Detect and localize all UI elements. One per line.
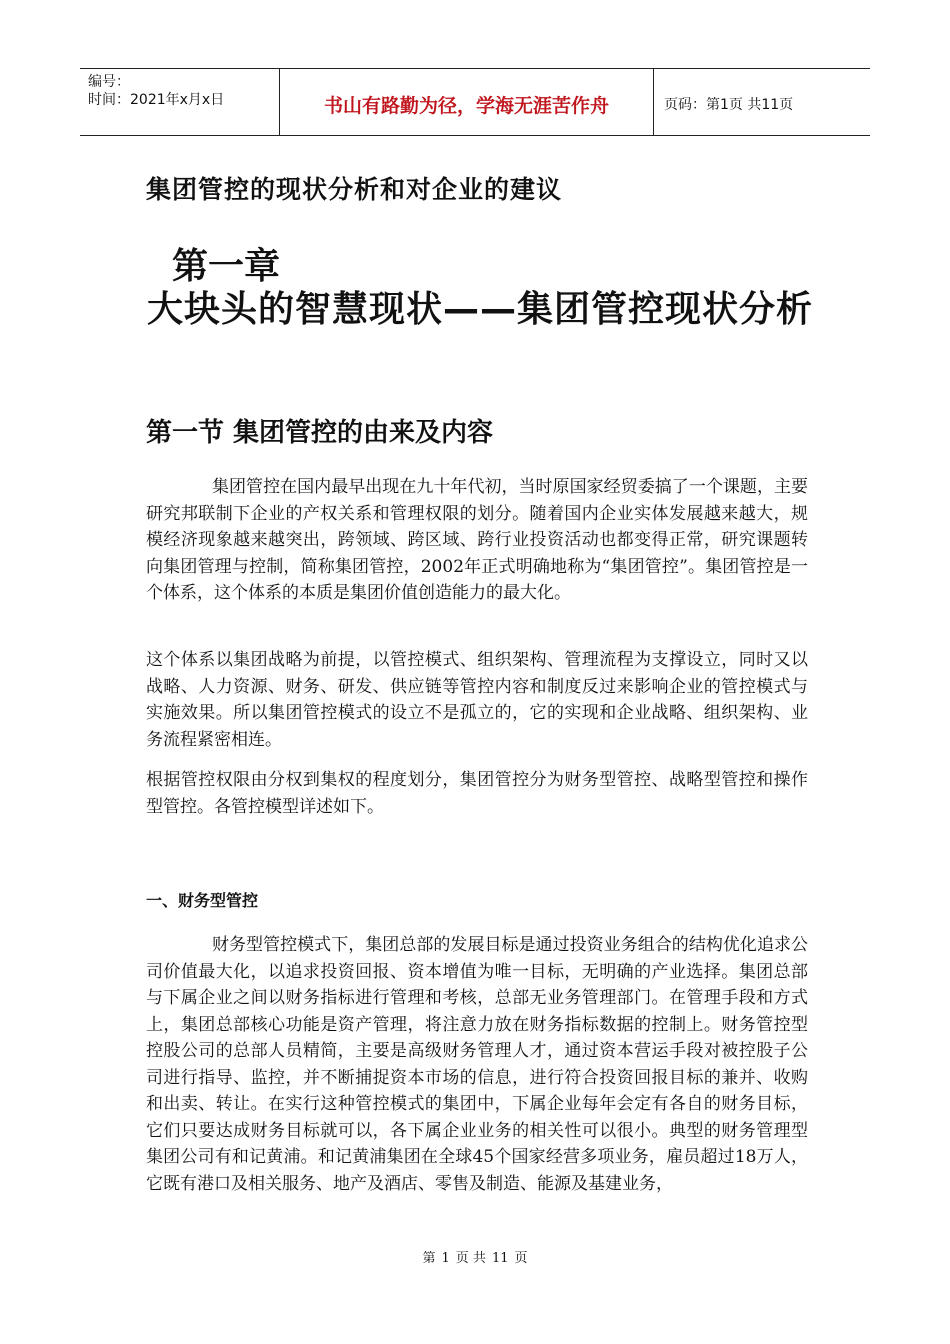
paragraph-origin: 集团管控在国内最早出现在九十年代初，当时原国家经贸委搞了一个课题，主要研究邦联制下企业的产权关系和管理权限的划分。随着国内企业实体发展越来越大，规模经济现象越来越突出，跨领域、跨区域、跨行业投资活动也都变得正常，研究课题转向集团管理与控制，简称集团管控，2002年正式明确地称为“集团管控”。集团管控是一个体系，这个体系的本质是集团价值创造能力的最大化。 [146, 477, 808, 603]
header-page-info: 页码：第1页 共11页 [664, 97, 794, 113]
document-title: 集团管控的现状分析和对企业的建议 [146, 175, 563, 204]
paragraph-financial-control: 财务型管控模式下，集团总部的发展目标是通过投资业务组合的结构优化追求公司价值最大化，以追求投资回报、资本增值为唯一目标，无明确的产业选择。集团总部与下属企业之间以财务指标进行管理和考核，总部无业务管理部门。在管理手段和方式上，集团总部核心功能是资产管理，将注意力放在财务指标数据的控制上。财务管控型控股公司的总部人员精简，主要是高级财务管理人才，通过资本营运手段对被控股子公司进行指导、监控，并不断捕捉资本市场的信息，进行符合投资回报目标的兼并、收购和出卖、转让。在实行这种管控模式的集团中，下属企业每年会定有各自的财务目标，它们只要达成财务目标就可以，各下属企业业务的相关性可以很小。典型的财务管理型集团公司有和记黄浦。和记黄浦集团在全球45个国家经营多项业务，雇员超过18万人，它既有港口及相关服务、地产及酒店、零售及制造、能源及基建业务， [146, 935, 808, 1194]
document-number-label: 编号： [88, 74, 130, 90]
subheading-financial-control: 一、财务型管控 [146, 891, 259, 910]
chapter-number: 第一章 [172, 246, 281, 287]
footer-suffix: 页 [514, 1251, 528, 1266]
paragraph-system: 这个体系以集团战略为前提，以管控模式、组织架构、管理流程为支撑设立，同时又以战略、人力资源、财务、研发、供应链等管控内容和制度反过来影响企业的管控模式与实施效果。所以集团管控模式的设立不是孤立的，它的实现和企业战略、组织架构、业务流程紧密相连。 [146, 650, 808, 750]
paragraph-types: 根据管控权限由分权到集权的程度划分，集团管控分为财务型管控、战略型管控和操作型管控。各管控模型详述如下。 [146, 770, 808, 817]
document-date: 时间：2021年x月x日 [88, 92, 225, 108]
header-meta [80, 69, 280, 135]
section-title: 第一节 集团管控的由来及内容 [146, 418, 494, 448]
header-motto: 书山有路勤为径，学海无涯苦作舟 [280, 69, 654, 135]
footer-mid: 页 共 [455, 1251, 486, 1266]
page-header [80, 68, 870, 136]
chapter-title: 大块头的智慧现状——集团管控现状分析 [146, 289, 813, 330]
page-footer [0, 1247, 950, 1266]
footer-page-number: 1 [441, 1251, 450, 1266]
footer-total-pages: 11 [491, 1251, 509, 1266]
footer-prefix: 第 [422, 1251, 436, 1266]
